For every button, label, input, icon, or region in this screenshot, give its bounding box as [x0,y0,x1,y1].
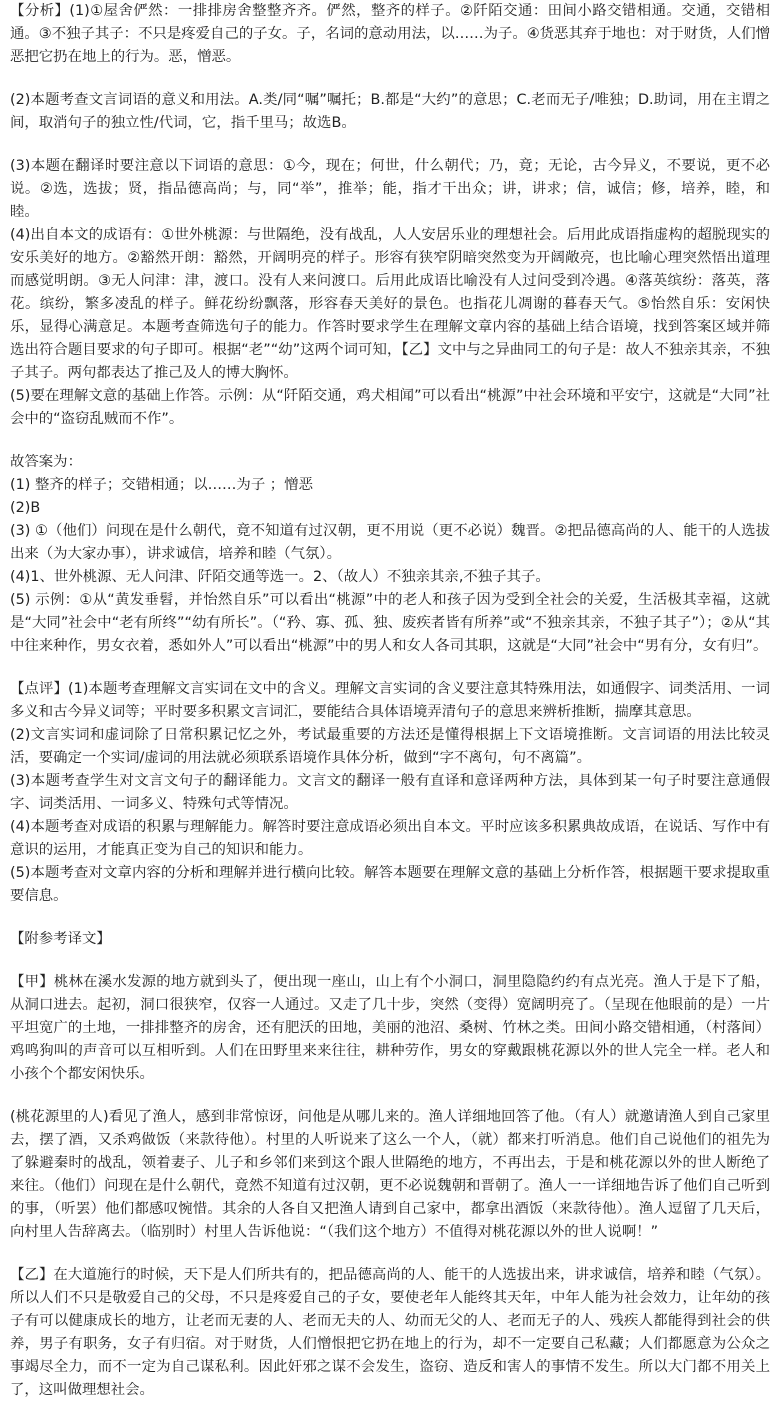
comment-paragraph-2: (2)文言实词和虚词除了日常积累记忆之外，考试最重要的方法还是懂得根据上下文语境推断。文言词语的用法比较灵活，要确定一个实词/虚词的用法就必须联系语境作具体分析，做到“字不离句，句不离篇”。 [10,727,770,766]
comments-section [10,678,770,908]
analysis-section [10,0,770,431]
translation-section [10,928,770,1402]
answer-item-4: (4)1、世外桃源、无人问津、阡陌交通等选一。2、（故人）不独亲其亲,不独子其子。 [10,569,550,585]
comment-paragraph-5: (5)本题考查对文章内容的分析和理解并进行横向比较。解答本题要在理解文意的基础上分析作答，根据题干要求提取重要信息。 [10,865,770,904]
answer-item-5: (5) 示例：①从“黄发垂髫，并怡然自乐”可以看出“桃源”中的老人和孩子因为受到全社会的关爱，生活极其幸福，这就是“大同”社会中“老有所终”“幼有所长”。（“矜、寡、孤、独、废疾者皆有所养”或“不独亲其亲，不独子其子”）；②从“其中往来种作，男女衣着，悉如外人”可以看出“桃源”中的男人和女人各司其职，这就是“大同”社会中“男有分，女有归”。 [10,592,770,654]
answer-item-3: (3) ①（他们）问现在是什么朝代，竟不知道有过汉朝，更不用说（更不必说）魏晋。②把品德高尚的人、能干的人选拔出来（为大家办事），讲求诚信，培养和睦（气氛）。 [10,523,770,562]
answers-heading: 故答案为： [10,454,82,470]
analysis-paragraph-2: (2)本题考查文言词语的意义和用法。A.类/同“嘱”嘱托；B.都是“大约”的意思；C.老而无子/唯独；D.助词，用在主谓之间，取消句子的独立性/代词，它，指千里马；故选B。 [10,92,770,131]
comment-paragraph-3: (3)本题考查学生对文言文句子的翻译能力。文言文的翻译一般有直译和意译两种方法，具体到某一句子时要注意通假字、词类活用、一词多义、特殊句式等情况。 [10,773,770,812]
answers-section [10,451,770,658]
comment-paragraph-1: 【点评】(1)本题考查理解文言实词在文中的含义。理解文言实词的含义要注意其特殊用法，如通假字、词类活用、一词多义和古今异义词等；平时要多积累文言词汇，要能结合具体语境弄清句子的意思来辨析推断，揣摩其意思。 [10,681,770,720]
comment-paragraph-4: (4)本题考查对成语的积累与理解能力。解答时要注意成语必须出自本文。平时应该多积累典故成语，在说话、写作中有意识的运用，才能真正变为自己的知识和能力。 [10,819,770,858]
translation-heading: 【附参考译文】 [10,931,111,947]
translation-jia: 【甲】桃林在溪水发源的地方就到头了，便出现一座山，山上有个小洞口，洞里隐隐约约有点光亮。渔人于是下了船，从洞口进去。起初，洞口很狭窄，仅容一人通过。又走了几十步，突然（变得）宽阔明亮了。（呈现在他眼前的是）一片平坦宽广的土地，一排排整齐的房舍，还有肥沃的田地，美丽的池沼、桑树、竹林之类。田间小路交错相通，（村落间）鸡鸣狗叫的声音可以互相听到。人们在田野里来来往往，耕种劳作，男女的穿戴跟桃花源以外的世人完全一样。老人和小孩个个都安闲快乐。 [10,974,770,1082]
analysis-paragraph-4: (4)出自本文的成语有：①世外桃源：与世隔绝，没有战乱，人人安居乐业的理想社会。后用此成语指虚构的超脱现实的安乐美好的地方。②豁然开朗：豁然，开阔明亮的样子。形容有狭窄阴暗突然变为开阔敞亮，也比喻心理突然悟出道理而感觉明朗。③无人问津：津，渡口。没有人来问渡口。后用此成语比喻没有人过问受到冷遇。④落英缤纷：落英，落花。缤纷，繁多凌乱的样子。鲜花纷纷飘落，形容春天美好的景色。也指花儿凋谢的暮春天气。⑤怡然自乐：安闲快乐，显得心满意足。本题考查筛选句子的能力。作答时要求学生在理解文章内容的基础上结合语境，找到答案区域并筛选出符合题目要求的句子即可。根据“老”“幼”这两个词可知，【乙】文中与之异曲同工的句子是：故人不独亲其亲，不独子其子。两句都表达了推己及人的博大胸怀。 [10,227,770,381]
analysis-paragraph-1: 【分析】(1)①屋舍俨然：一排排房舍整整齐齐。俨然，整齐的样子。②阡陌交通：田间小路交错相通。交通，交错相通。③不独子其子：不只是疼爱自己的子女。子，名词的意动用法，以……为子。④货恶其弃于地也：对于财货，人们憎恶把它扔在地上的行为。恶，憎恶。 [10,3,770,65]
translation-yi: 【乙】在大道施行的时候，天下是人们所共有的，把品德高尚的人、能干的人选拔出来，讲求诚信，培养和睦（气氛）。所以人们不只是敬爱自己的父母，不只是疼爱自己的子女，要使老年人能终其天年，中年人能为社会效力，让年幼的孩子有可以健康成长的地方，让老而无妻的人、老而无夫的人、幼而无父的人、老而无子的人、残疾人都能得到社会的供养，男子有职务，女子有归宿。对于财货，人们憎恨把它扔在地上的行为，却不一定要自己私藏；人们都愿意为公众之事竭尽全力，而不一定为自己谋私利。因此奸邪之谋不会发生，盗窃、造反和害人的事情不发生。所以大门都不用关上了，这叫做理想社会。 [10,1267,770,1398]
answer-item-1: (1) 整齐的样子；交错相通；以……为子 ；憎恶 [10,477,313,493]
answer-item-2: (2)B [10,500,41,516]
analysis-paragraph-3: (3)本题在翻译时要注意以下词语的意思：①今，现在；何世，什么朝代；乃，竟；无论，古今异义，不要说，更不必说。②选，选拔；贤，指品德高尚；与，同“举”，推举；能，指才干出众；讲，讲求；信，诚信；修，培养，睦，和睦。 [10,158,770,220]
analysis-paragraph-5: (5)要在理解文意的基础上作答。示例：从“阡陌交通，鸡犬相闻”可以看出“桃源”中社会环境和平安宁，这就是“大同”社会中的“盗窃乱贼而不作”。 [10,388,770,427]
translation-jia-continued: (桃花源里的人)看见了渔人，感到非常惊讶，问他是从哪儿来的。渔人详细地回答了他。（有人）就邀请渔人到自己家里去，摆了酒，又杀鸡做饭（来款待他）。村里的人听说来了这么一个人，（就）都来打听消息。他们自己说他们的祖先为了躲避秦时的战乱，领着妻子、儿子和乡邻们来到这个跟人世隔绝的地方，不再出去，于是和桃花源以外的世人断绝了来往。（他们）问现在是什么朝代，竟然不知道有过汉朝，更不必说魏朝和晋朝了。渔人一一详细地告诉了他们自己听到的事，（听罢）他们都感叹惋惜。其余的人各自又把渔人请到自己家中，都拿出酒饭（来款待他）。渔人逗留了几天后，向村里人告辞离去。（临别时）村里人告诉他说：“（我们这个地方）不值得对桃花源以外的世人说啊！” [10,1109,770,1240]
